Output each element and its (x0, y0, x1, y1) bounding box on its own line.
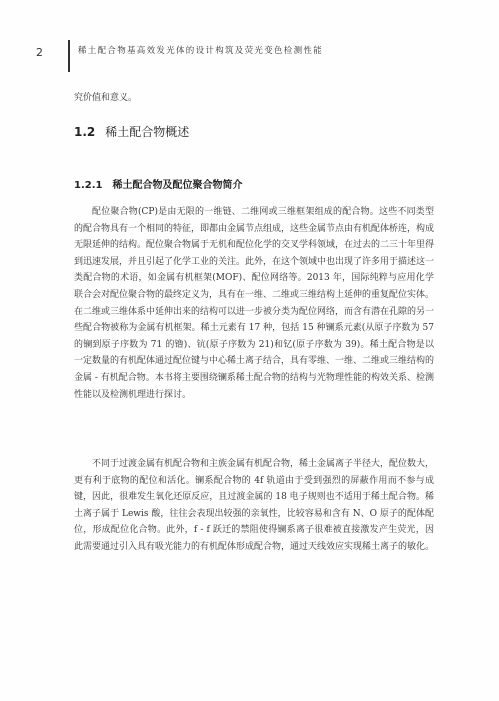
subsection-number: 1.2.1 (74, 180, 103, 191)
body-paragraph: 配位聚合物(CP)是由无限的一维链、二维网或三维框架组成的配合物。这些不同类型的配合物具有一个相同的特征，即都由金属节点组成，这些金属节点由有机配体桥连，构成无限延伸的结构。配位聚合物属于无机和配位化学的交叉学科领域，在过去的二三十年里得到迅速发展，并且引起了化学工业的关注。此外，在这个领域中也出现了许多用于描述这一类配合物的术语，如金属有机框架(MOF)、配位网络等。2013 年，国际纯粹与应用化学联合会对配位聚合物的最终定义为，具有在一维、二维或三维结构上延伸的重复配位实体。在二维或三维体系中延伸出来的结构可以进一步被分类为配位网络，而含有潜在孔隙的另一些配合物被称为金属有机框架。稀土元素有 17 种，包括 15 种镧系元素(从原子序数为 57 的镧到原子序数为 71 的镥)、钪(原子序数为 21)和钇(原子序数为 39)。稀土配合物是以一定数量的有机配体通过配位键与中心稀土离子结合，具有零维、一维、二维或三维结构的金属 - 有机配合物。本书将主要围绕镧系稀土配合物的结构与光物理性能的构效关系、检测性能以及检测机理进行探讨。 (74, 207, 435, 400)
header-divider (68, 40, 70, 72)
section-title: 稀土配合物概述 (105, 125, 190, 139)
section-number: 1.2 (74, 125, 96, 139)
page-number: 2 (36, 46, 43, 59)
section-heading (74, 123, 189, 140)
subsection-heading (74, 176, 242, 191)
body-paragraph: 不同于过渡金属有机配合物和主族金属有机配合物，稀土金属离子半径大，配位数大，更有利于底物的配位和活化。镧系配合物的 4f 轨道由于受到强烈的屏蔽作用而不参与成键，因此，很难发生氧化还原反应，且过渡金属的 18 电子规则也不适用于稀土配合物。稀土离子属于 Lewis 酸，往往会表现出较强的亲氧性，比较容易和含有 N、O 原子的配体配位，形成配位化合物。此外，f - f 跃迁的禁阻使得镧系离子很难被直接激发产生荧光，因此需要通过引入具有吸光能力的有机配体形成配合物，通过天线效应实现稀土离子的敏化。 (74, 459, 435, 552)
subsection-title: 稀土配合物及配位聚合物简介 (112, 180, 243, 191)
page-header (28, 40, 468, 72)
carryover-text: 究价值和意义。 (74, 93, 138, 103)
running-title: 稀土配合物基高效发光体的设计构筑及荧光变色检测性能 (78, 46, 324, 56)
